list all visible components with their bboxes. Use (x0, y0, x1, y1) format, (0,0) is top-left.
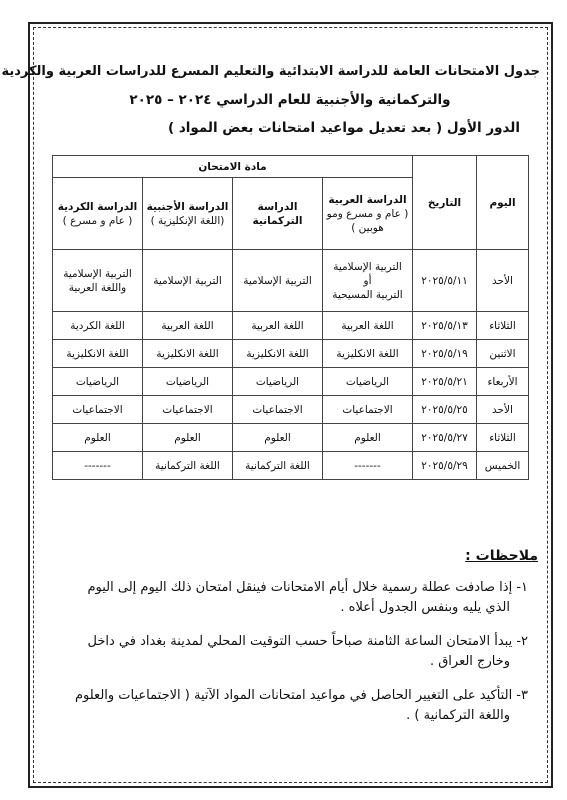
turkmen-subject-cell: الاجتماعيات (233, 396, 323, 424)
turkmen-subject-cell: العلوم (233, 424, 323, 452)
document-header (1, 58, 540, 142)
date-cell (413, 312, 477, 340)
arabic-subject-cell: اللغة الانكليزية (323, 340, 413, 368)
column-header-turkmen (233, 178, 323, 250)
table-row (53, 250, 529, 312)
day-cell: الأحد (477, 396, 529, 424)
date-cell (413, 396, 477, 424)
column-header-turkmen-name: الدراسة التركمانية (252, 200, 303, 227)
turkmen-subject-cell: اللغة العربية (233, 312, 323, 340)
date-value: ٢٠٢٥/٥/١٣ (421, 319, 468, 332)
note-2-line-1: ٢- يبدأ الامتحان الساعة الثامنة صباحاً حسب التوقيت المحلي لمدينة بغداد في داخل (87, 634, 528, 649)
arabic-subject-cell: الرياضيات (323, 368, 413, 396)
date-value: ٢٠٢٥/٥/٢٥ (421, 403, 468, 416)
header-line-3: الدور الأول ( بعد تعديل مواعيد امتحانات بعض المواد ) (167, 120, 520, 136)
notes-title: ملاحظات : (465, 548, 538, 564)
exam-schedule-table (52, 155, 529, 480)
date-value: ٢٠٢٥/٥/٢٧ (421, 431, 468, 444)
kurdish-subject-cell: العلوم (53, 424, 143, 452)
column-header-arabic (323, 178, 413, 250)
table-row (53, 396, 529, 424)
date-cell (413, 340, 477, 368)
turkmen-subject-cell: اللغة التركمانية (233, 452, 323, 480)
arabic-subject-cell: العلوم (323, 424, 413, 452)
foreign-subject-cell: التربية الإسلامية (143, 250, 233, 312)
arabic-subject-line-2: أو (363, 274, 372, 287)
turkmen-subject-cell: التربية الإسلامية (233, 250, 323, 312)
turkmen-subject-cell: الرياضيات (233, 368, 323, 396)
header-line-1: جدول الامتحانات العامة للدراسة الابتدائية والتعليم المسرع للدراسات العربية والكردية (1, 64, 540, 79)
note-1-line-2: الذي يليه وبنفس الجدول أعلاه . (340, 600, 510, 615)
column-header-arabic-sub: ( عام و مسرع ومو هوبين ) (326, 207, 409, 234)
table-row (53, 312, 529, 340)
date-value: ٢٠٢٥/٥/٢١ (421, 375, 468, 388)
foreign-subject-cell: اللغة العربية (143, 312, 233, 340)
date-cell (413, 250, 477, 312)
note-item (50, 686, 538, 726)
column-header-date: التاريخ (413, 156, 477, 250)
column-header-foreign-name: الدراسة الأجنبية (146, 200, 229, 213)
day-cell: الاثنين (477, 340, 529, 368)
arabic-subject-cell: ------- (323, 452, 413, 480)
column-header-kurdish-name: الدراسة الكردية (57, 200, 138, 213)
kurdish-subject-cell (53, 250, 143, 312)
note-2-line-2: وخارج العراق . (429, 654, 510, 669)
table-row (53, 340, 529, 368)
date-value: ٢٠٢٥/٥/١١ (421, 274, 468, 287)
note-1-line-1: ١- إذا صادفت عطلة رسمية خلال أيام الامتحانات فينقل امتحان ذلك اليوم إلى اليوم (87, 580, 528, 595)
note-3-line-2: واللغة التركمانية ) . (406, 708, 510, 723)
column-header-arabic-name: الدراسة العربية (328, 193, 407, 206)
kurdish-subject-cell: اللغة الكردية (53, 312, 143, 340)
date-value: ٢٠٢٥/٥/٢٩ (421, 459, 468, 472)
day-cell: الخميس (477, 452, 529, 480)
arabic-subject-line-3: التربية المسيحية (332, 288, 403, 301)
note-item (50, 578, 538, 618)
foreign-subject-cell: الاجتماعيات (143, 396, 233, 424)
foreign-subject-cell: الرياضيات (143, 368, 233, 396)
column-header-foreign-sub: (اللغة الإنكليزية ) (150, 214, 225, 227)
foreign-subject-cell: اللغة الانكليزية (143, 340, 233, 368)
kurdish-subject-cell: اللغة الانكليزية (53, 340, 143, 368)
arabic-subject-cell: الاجتماعيات (323, 396, 413, 424)
foreign-subject-cell: اللغة التركمانية (143, 452, 233, 480)
date-cell (413, 368, 477, 396)
column-header-kurdish-sub: ( عام و مسرع ) (62, 214, 133, 227)
date-cell (413, 452, 477, 480)
column-header-subject-group: مادة الامتحان (53, 156, 413, 178)
date-cell (413, 424, 477, 452)
table-row (53, 452, 529, 480)
arabic-subject-line-1: التربية الإسلامية (333, 260, 402, 273)
notes-section (50, 548, 538, 740)
kurdish-subject-cell: الرياضيات (53, 368, 143, 396)
foreign-subject-cell: العلوم (143, 424, 233, 452)
note-item (50, 632, 538, 672)
table-row (53, 424, 529, 452)
arabic-subject-cell (323, 250, 413, 312)
column-header-foreign (143, 178, 233, 250)
day-cell: الأحد (477, 250, 529, 312)
note-3-line-1: ٣- التأكيد على التغيير الحاصل في مواعيد امتحانات المواد الآتية ( الاجتماعيات والعلوم (74, 688, 528, 703)
kurdish-subject-line-1: التربية الإسلامية (63, 267, 132, 280)
day-cell: الثلاثاء (477, 424, 529, 452)
column-header-day: اليوم (477, 156, 529, 250)
kurdish-subject-line-2: واللغة العربية (68, 281, 127, 294)
day-cell: الثلاثاء (477, 312, 529, 340)
turkmen-subject-cell: اللغة الانكليزية (233, 340, 323, 368)
day-cell: الأربعاء (477, 368, 529, 396)
column-header-kurdish (53, 178, 143, 250)
kurdish-subject-cell: الاجتماعيات (53, 396, 143, 424)
arabic-subject-cell: اللغة العربية (323, 312, 413, 340)
table-row (53, 368, 529, 396)
header-line-2: والتركمانية والأجنبية للعام الدراسي ٢٠٢٤ – ٢٠٢٥ (129, 92, 451, 108)
date-value: ٢٠٢٥/٥/١٩ (421, 347, 468, 360)
kurdish-subject-cell: ------- (53, 452, 143, 480)
